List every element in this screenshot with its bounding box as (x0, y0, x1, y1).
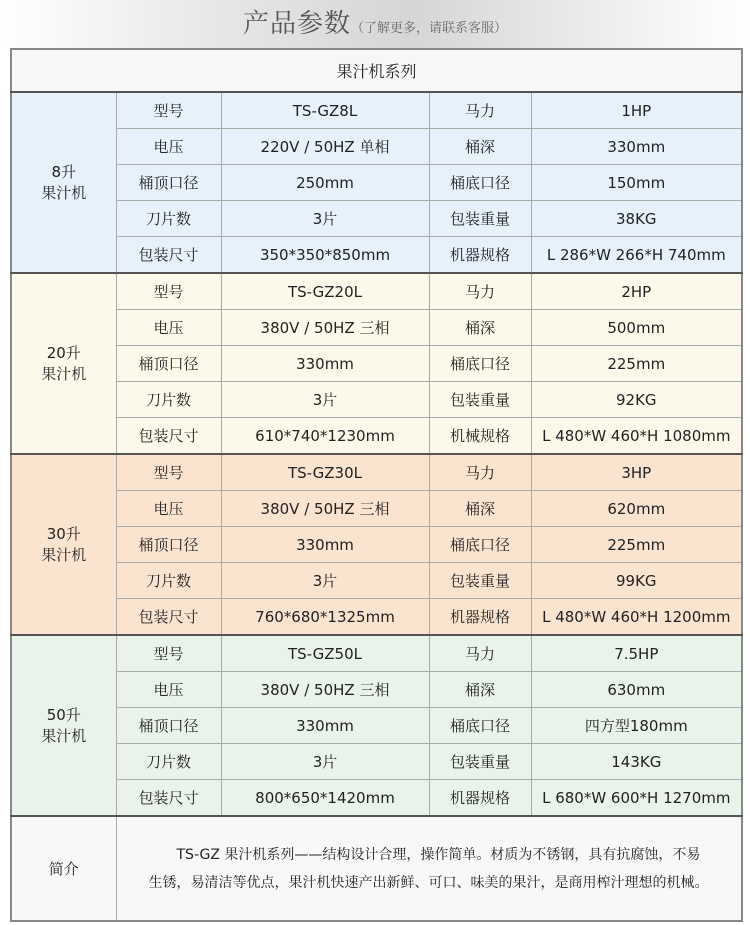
table-row (11, 708, 742, 744)
spec-label: 型号 (116, 273, 221, 310)
section-header (0, 0, 750, 48)
spec-value: 610*740*1230mm (221, 418, 429, 455)
spec-label: 桶顶口径 (116, 165, 221, 201)
spec-value: L 286*W 266*H 740mm (531, 237, 742, 274)
spec-label: 包装尺寸 (116, 418, 221, 455)
spec-label: 电压 (116, 491, 221, 527)
spec-value: 150mm (531, 165, 742, 201)
table-row (11, 237, 742, 274)
table-row (11, 310, 742, 346)
group-label: 30升 果汁机 (11, 454, 116, 635)
spec-label: 桶顶口径 (116, 527, 221, 563)
spec-label: 包装重量 (429, 744, 531, 780)
spec-label: 包装重量 (429, 563, 531, 599)
table-row (11, 418, 742, 455)
group-label: 20升 果汁机 (11, 273, 116, 454)
spec-value: 143KG (531, 744, 742, 780)
spec-label: 型号 (116, 454, 221, 491)
table-title: 果汁机系列 (11, 49, 742, 92)
spec-label: 型号 (116, 92, 221, 129)
spec-value: 2HP (531, 273, 742, 310)
spec-value: 330mm (221, 708, 429, 744)
group-label: 50升 果汁机 (11, 635, 116, 816)
table-row (11, 454, 742, 491)
intro-label: 简介 (11, 816, 116, 921)
spec-label: 桶底口径 (429, 527, 531, 563)
spec-value: 38KG (531, 201, 742, 237)
spec-value: 7.5HP (531, 635, 742, 672)
table-row (11, 780, 742, 817)
spec-value: L 480*W 460*H 1080mm (531, 418, 742, 455)
table-row (11, 491, 742, 527)
spec-label: 桶顶口径 (116, 708, 221, 744)
spec-value: TS-GZ50L (221, 635, 429, 672)
spec-label: 电压 (116, 672, 221, 708)
spec-value: TS-GZ8L (221, 92, 429, 129)
spec-label: 马力 (429, 635, 531, 672)
table-row (11, 672, 742, 708)
table-row (11, 201, 742, 237)
spec-label: 电压 (116, 129, 221, 165)
spec-value: 760*680*1325mm (221, 599, 429, 636)
table-row (11, 382, 742, 418)
spec-value: 380V / 50HZ 三相 (221, 491, 429, 527)
intro-text: TS-GZ 果汁机系列——结构设计合理，操作简单。材质为不锈钢，具有抗腐蚀，不易生锈，易清洁等优点，果汁机快速产出新鲜、可口、味美的果汁，是商用榨汁理想的机械。 (116, 816, 742, 921)
spec-label: 桶底口径 (429, 165, 531, 201)
header-subtitle: （了解更多，请联系客服） (351, 21, 508, 36)
spec-value: TS-GZ30L (221, 454, 429, 491)
spec-label: 包装重量 (429, 201, 531, 237)
table-row (11, 599, 742, 636)
spec-label: 桶深 (429, 491, 531, 527)
group-label: 8升 果汁机 (11, 92, 116, 273)
spec-value: 330mm (531, 129, 742, 165)
spec-label: 包装尺寸 (116, 780, 221, 817)
spec-value: L 680*W 600*H 1270mm (531, 780, 742, 817)
spec-label: 桶顶口径 (116, 346, 221, 382)
spec-label: 电压 (116, 310, 221, 346)
spec-value: 380V / 50HZ 三相 (221, 672, 429, 708)
spec-label: 机器规格 (429, 599, 531, 636)
spec-label: 刀片数 (116, 744, 221, 780)
spec-value: 330mm (221, 346, 429, 382)
spec-label: 刀片数 (116, 382, 221, 418)
table-row (11, 635, 742, 672)
spec-label: 型号 (116, 635, 221, 672)
table-row (11, 165, 742, 201)
spec-label: 包装尺寸 (116, 599, 221, 636)
header-title: 产品参数 (242, 9, 351, 39)
spec-label: 包装尺寸 (116, 237, 221, 274)
spec-label: 桶深 (429, 310, 531, 346)
spec-value: L 480*W 460*H 1200mm (531, 599, 742, 636)
spec-value: 四方型180mm (531, 708, 742, 744)
spec-value: 630mm (531, 672, 742, 708)
spec-label: 桶底口径 (429, 708, 531, 744)
table-row (11, 744, 742, 780)
spec-label: 机械规格 (429, 418, 531, 455)
spec-value: 99KG (531, 563, 742, 599)
spec-value: 225mm (531, 527, 742, 563)
spec-value: 3片 (221, 201, 429, 237)
spec-value: 3HP (531, 454, 742, 491)
spec-value: 3片 (221, 382, 429, 418)
spec-label: 机器规格 (429, 780, 531, 817)
spec-label: 桶底口径 (429, 346, 531, 382)
table-row (11, 346, 742, 382)
table-row (11, 563, 742, 599)
table-row (11, 92, 742, 129)
spec-label: 马力 (429, 92, 531, 129)
spec-label: 机器规格 (429, 237, 531, 274)
spec-value: 500mm (531, 310, 742, 346)
spec-label: 包装重量 (429, 382, 531, 418)
spec-value: 3片 (221, 744, 429, 780)
spec-label: 桶深 (429, 129, 531, 165)
spec-value: 1HP (531, 92, 742, 129)
spec-label: 马力 (429, 273, 531, 310)
spec-label: 马力 (429, 454, 531, 491)
spec-table (10, 48, 743, 922)
spec-label: 刀片数 (116, 201, 221, 237)
spec-value: 380V / 50HZ 三相 (221, 310, 429, 346)
spec-label: 桶深 (429, 672, 531, 708)
table-row (11, 129, 742, 165)
spec-value: 250mm (221, 165, 429, 201)
spec-value: 220V / 50HZ 单相 (221, 129, 429, 165)
spec-value: 620mm (531, 491, 742, 527)
spec-label: 刀片数 (116, 563, 221, 599)
spec-value: 350*350*850mm (221, 237, 429, 274)
spec-value: 92KG (531, 382, 742, 418)
spec-value: 225mm (531, 346, 742, 382)
table-row (11, 273, 742, 310)
spec-value: TS-GZ20L (221, 273, 429, 310)
spec-value: 3片 (221, 563, 429, 599)
table-row (11, 527, 742, 563)
spec-value: 800*650*1420mm (221, 780, 429, 817)
spec-value: 330mm (221, 527, 429, 563)
